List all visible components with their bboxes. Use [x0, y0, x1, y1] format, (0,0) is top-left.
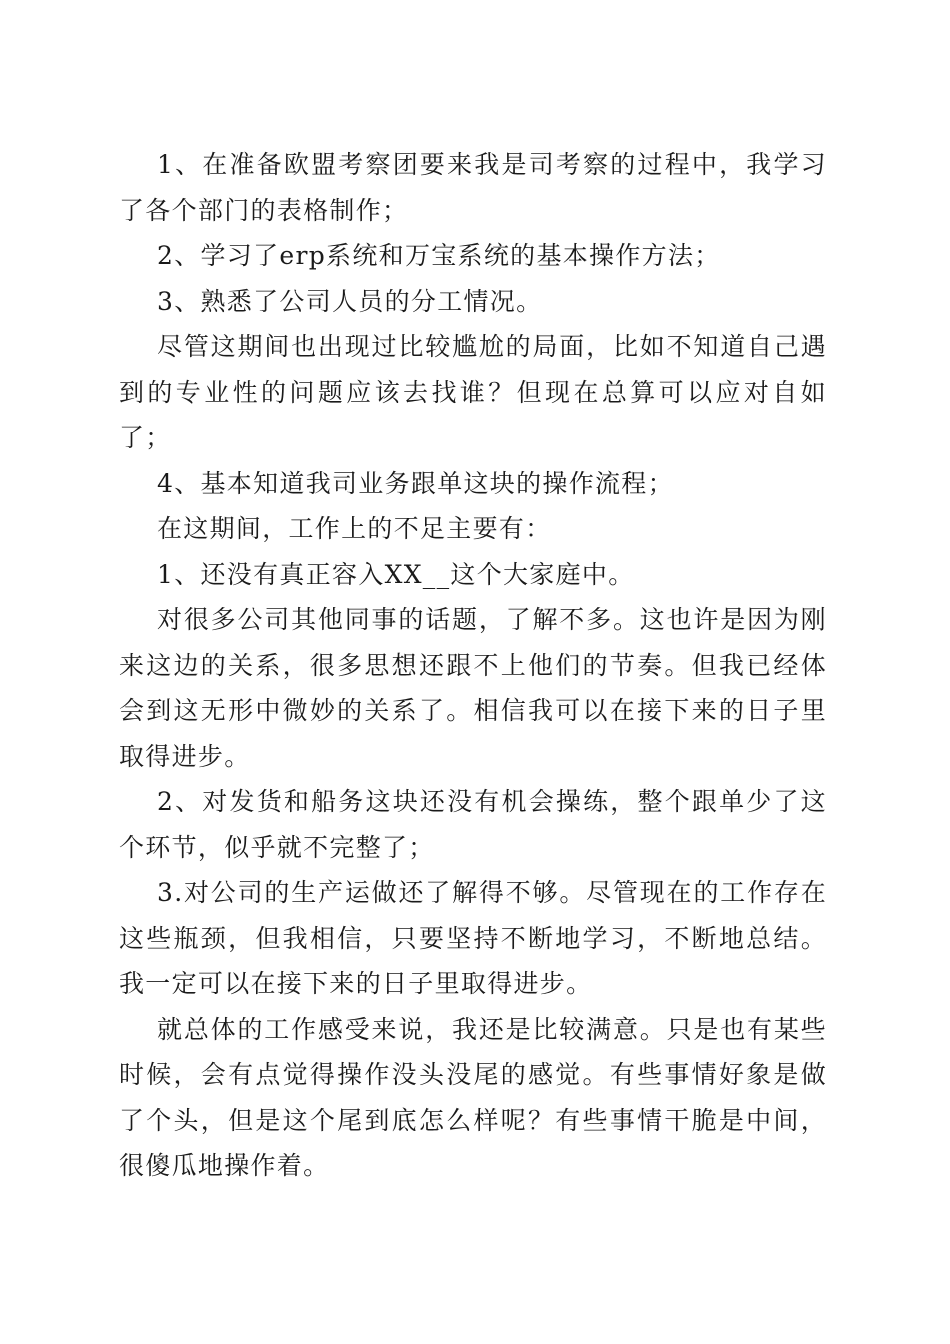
paragraph-6: 在这期间，工作上的不足主要有：: [157, 514, 552, 543]
paragraph-7: 1、还没有真正容入XX__这个大家庭中。: [157, 559, 635, 589]
paragraph-3: 3、熟悉了公司人员的分工情况。: [157, 286, 543, 316]
paragraph-1: 1、在准备欧盟考察团要来我是司考察的过程中，我学习了各个部门的表格制作；: [119, 150, 827, 225]
paragraph-2: 2、学习了erp系统和万宝系统的基本操作方法；: [157, 241, 721, 270]
paragraph-5: 4、基本知道我司业务跟单这块的操作流程；: [157, 468, 674, 498]
paragraph-11: 就总体的工作感受来说，我还是比较满意。只是也有某些时候，会有点觉得操作没头没尾的感觉。有些事情好象是做了个头，但是这个尾到底怎么样呢？有些事情干脆是中间，很傻瓜地操作着。: [119, 1014, 827, 1180]
document-body: [119, 142, 827, 1189]
paragraph-4: 尽管这期间也出现过比较尴尬的局面，比如不知道自己遇到的专业性的问题应该去找谁？但现在总算可以应对自如了；: [119, 332, 827, 452]
paragraph-9: 2、对发货和船务这块还没有机会操练，整个跟单少了这个环节，似乎就不完整了；: [119, 787, 827, 862]
paragraph-10: 3.对公司的生产运做还了解得不够。尽管现在的工作存在这些瓶颈，但我相信，只要坚持不断地学习，不断地总结。我一定可以在接下来的日子里取得进步。: [119, 878, 827, 998]
paragraph-8: 对很多公司其他同事的话题，了解不多。这也许是因为刚来这边的关系，很多思想还跟不上他们的节奏。但我已经体会到这无形中微妙的关系了。相信我可以在接下来的日子里取得进步。: [119, 605, 827, 771]
